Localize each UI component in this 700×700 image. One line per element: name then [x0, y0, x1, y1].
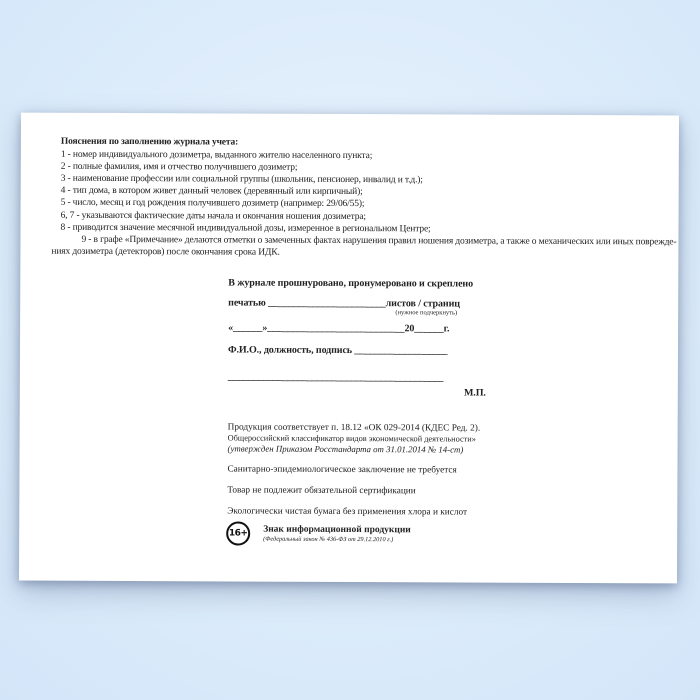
explanations-title: Пояснения по заполнению журнала учета: — [60, 136, 239, 148]
signature-blank-line: ____________________________________________ — [227, 371, 444, 384]
product-standard-line: Продукция соответствует п. 18.12 «ОК 029-2014 (КДЕС Ред. 2). — [227, 422, 481, 434]
seal-blank-line: ________________________ — [268, 297, 386, 310]
binding-title-line: В журнале прошнуровано, пронумеровано и скреплено — [228, 277, 474, 290]
stamp-place-label: М.П. — [463, 387, 486, 399]
explanations-section — [51, 136, 677, 261]
explanation-item-9: 9 - в графе «Примечание» делаются отметки о замеченных фактах нарушения правил ношения дозиметра, а также о механических или иных поврежде- — [81, 234, 677, 248]
sheets-pages-label: листов / страниц — [385, 298, 460, 310]
approved-order-line: (утвержден Приказом Росстандарта от 31.01.2014 № 14-ст) — [227, 443, 464, 455]
explanation-item-3: 3 - наименование профессии или социальной группы (школьник, пенсионер, инвалид и т.д.); — [60, 174, 423, 186]
federal-law-note: (Федеральный закон № 436-ФЗ от 29.12.2010 г.) — [263, 535, 394, 544]
compliance-section — [227, 422, 480, 518]
document-page — [19, 113, 679, 584]
age-mark-section — [226, 521, 411, 546]
explanation-item-2: 2 - полные фамилия, имя и отчество получившего дозиметр; — [60, 161, 298, 173]
explanation-item-9-continued: ниях дозиметра (детекторов) после окончания срока ИДК. — [51, 246, 280, 258]
seal-prefix: печатью — [228, 297, 269, 309]
information-product-label: Знак информационной продукции — [263, 524, 411, 536]
underline-note: (нужное подчеркнуть) — [395, 309, 458, 317]
age-mark-text — [263, 525, 411, 545]
explanation-item-8: 8 - приводится значение месячной индивидуальной дозы, измеренное в региональном Центре; — [60, 222, 431, 235]
age-16-badge-icon — [226, 521, 250, 545]
age-16-badge-text: 16+ — [228, 528, 248, 539]
sanitary-statement: Санитарно-эпидемиологическое заключение не требуется — [227, 464, 457, 476]
certification-statement: Товар не подлежит обязательной сертификации — [227, 485, 416, 497]
classifier-line: Общероссийский классификатор видов экономической деятельности» — [227, 432, 476, 444]
eco-paper-statement: Экологически чистая бумага без применения хлора и кислот — [227, 506, 468, 518]
date-blank-line: «______»____________________________20______г. — [228, 322, 450, 335]
name-position-signature-line: Ф.И.О., должность, подпись ___________________ — [227, 344, 448, 357]
explanation-item-5: 5 - число, месяц и год рождения получившего дозиметр (например: 29/06/55); — [60, 198, 365, 210]
binding-certification-block — [228, 277, 491, 399]
explanation-item-6-7: 6, 7 - указываются фактические даты начала и окончания ношения дозиметра; — [60, 210, 366, 222]
explanation-item-4: 4 - тип дома, в котором живет данный человек (деревянный или кирпичный); — [60, 186, 363, 198]
explanation-item-1: 1 - номер индивидуального дозиметра, выданного жителю населенного пункта; — [60, 149, 373, 162]
